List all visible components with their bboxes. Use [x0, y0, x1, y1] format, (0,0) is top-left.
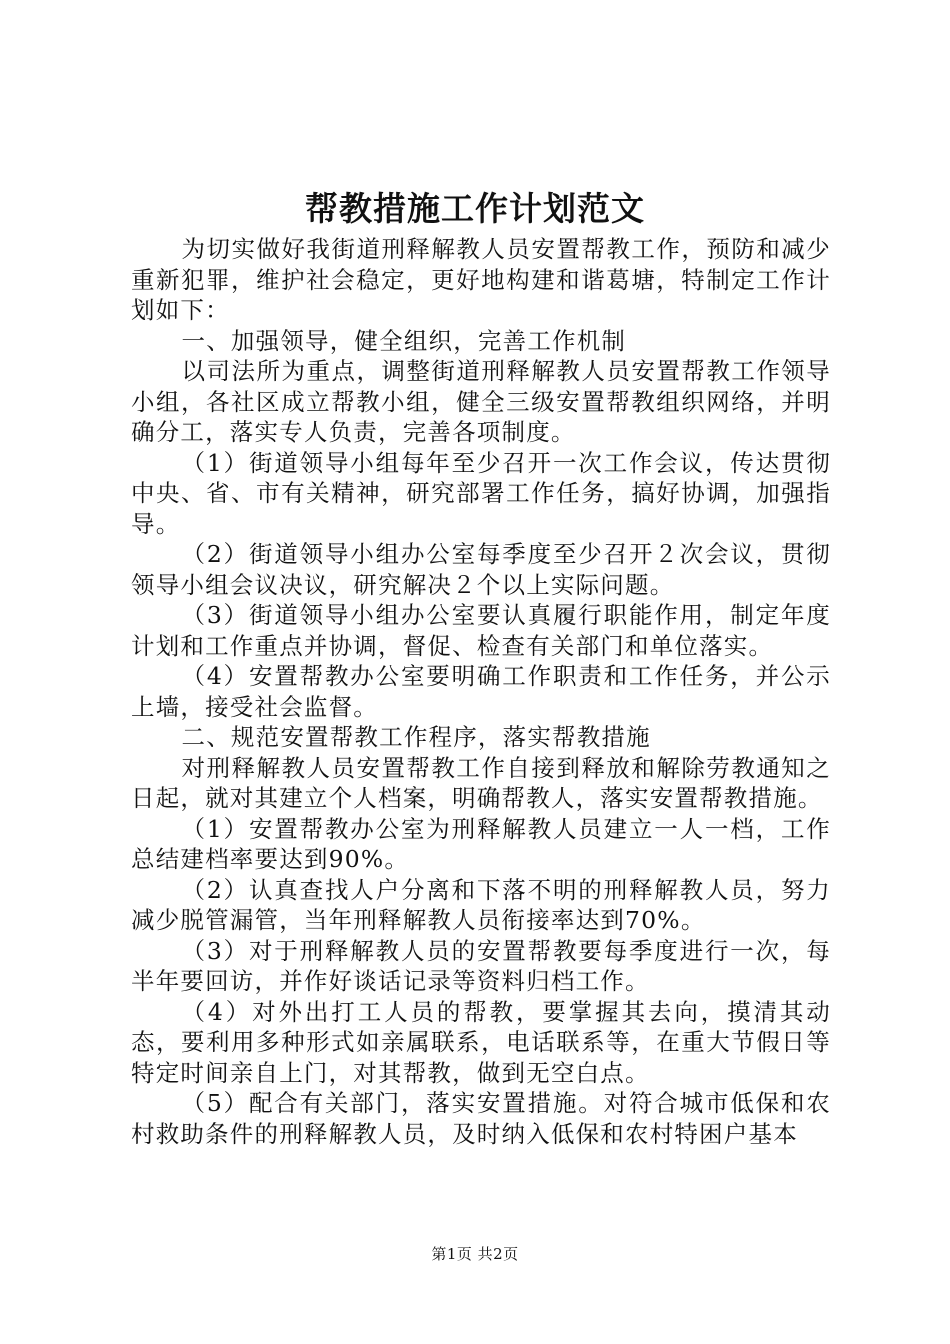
intro-paragraph: 为切实做好我街道刑释解教人员安置帮教工作，预防和减少重新犯罪，维护社会稳定，更好地构建和谐葛塘，特制定工作计划如下： — [131, 235, 831, 324]
section-2-item-5: （5）配合有关部门，落实安置措施。对符合城市低保和农村救助条件的刑释解教人员，及时纳入低保和农村特困户基本 — [131, 1089, 831, 1148]
page-number-footer: 第1页 共2页 — [431, 1245, 519, 1263]
document-title: 帮教措施工作计划范文 — [305, 189, 645, 228]
section-1-item-1: （1）街道领导小组每年至少召开一次工作会议，传达贯彻中央、省、市有关精神，研究部署工作任务，搞好协调，加强指导。 — [131, 448, 831, 538]
section-1-item-4: （4）安置帮教办公室要明确工作职责和工作任务，并公示上墙，接受社会监督。 — [131, 662, 831, 721]
section-heading-1: 一、加强领导，健全组织，完善工作机制 — [181, 326, 627, 355]
section-2-item-1: （1）安置帮教办公室为刑释解教人员建立一人一档，工作总结建档率要达到90%。 — [131, 814, 831, 873]
section-1-item-3: （3）街道领导小组办公室要认真履行职能作用，制定年度计划和工作重点并协调，督促、检查有关部门和单位落实。 — [131, 601, 831, 660]
section-2-item-3: （3）对于刑释解教人员的安置帮教要每季度进行一次，每半年要回访，并作好谈话记录等资料归档工作。 — [131, 936, 831, 995]
section-2-item-4: （4）对外出打工人员的帮教，要掌握其去向，摸清其动态，要利用多种形式如亲属联系，电话联系等，在重大节假日等特定时间亲自上门，对其帮教，做到无空白点。 — [131, 997, 831, 1087]
section-heading-2: 二、规范安置帮教工作程序，落实帮教措施 — [181, 723, 651, 751]
section-2-item-2: （2）认真查找人户分离和下落不明的刑释解教人员，努力减少脱管漏管，当年刑释解教人员衔接率达到70%。 — [131, 875, 831, 934]
section-1-paragraph: 以司法所为重点，调整街道刑释解教人员安置帮教工作领导小组，各社区成立帮教小组，健全三级安置帮教组织网络，并明确分工，落实专人负责，完善各项制度。 — [131, 357, 831, 446]
section-1-item-2: （2）街道领导小组办公室每季度至少召开２次会议，贯彻领导小组会议决议，研究解决２个以上实际问题。 — [131, 540, 831, 599]
document-body — [131, 234, 831, 1149]
section-2-paragraph: 对刑释解教人员安置帮教工作自接到释放和解除劳教通知之日起，就对其建立个人档案，明确帮教人，落实安置帮教措施。 — [131, 753, 831, 812]
